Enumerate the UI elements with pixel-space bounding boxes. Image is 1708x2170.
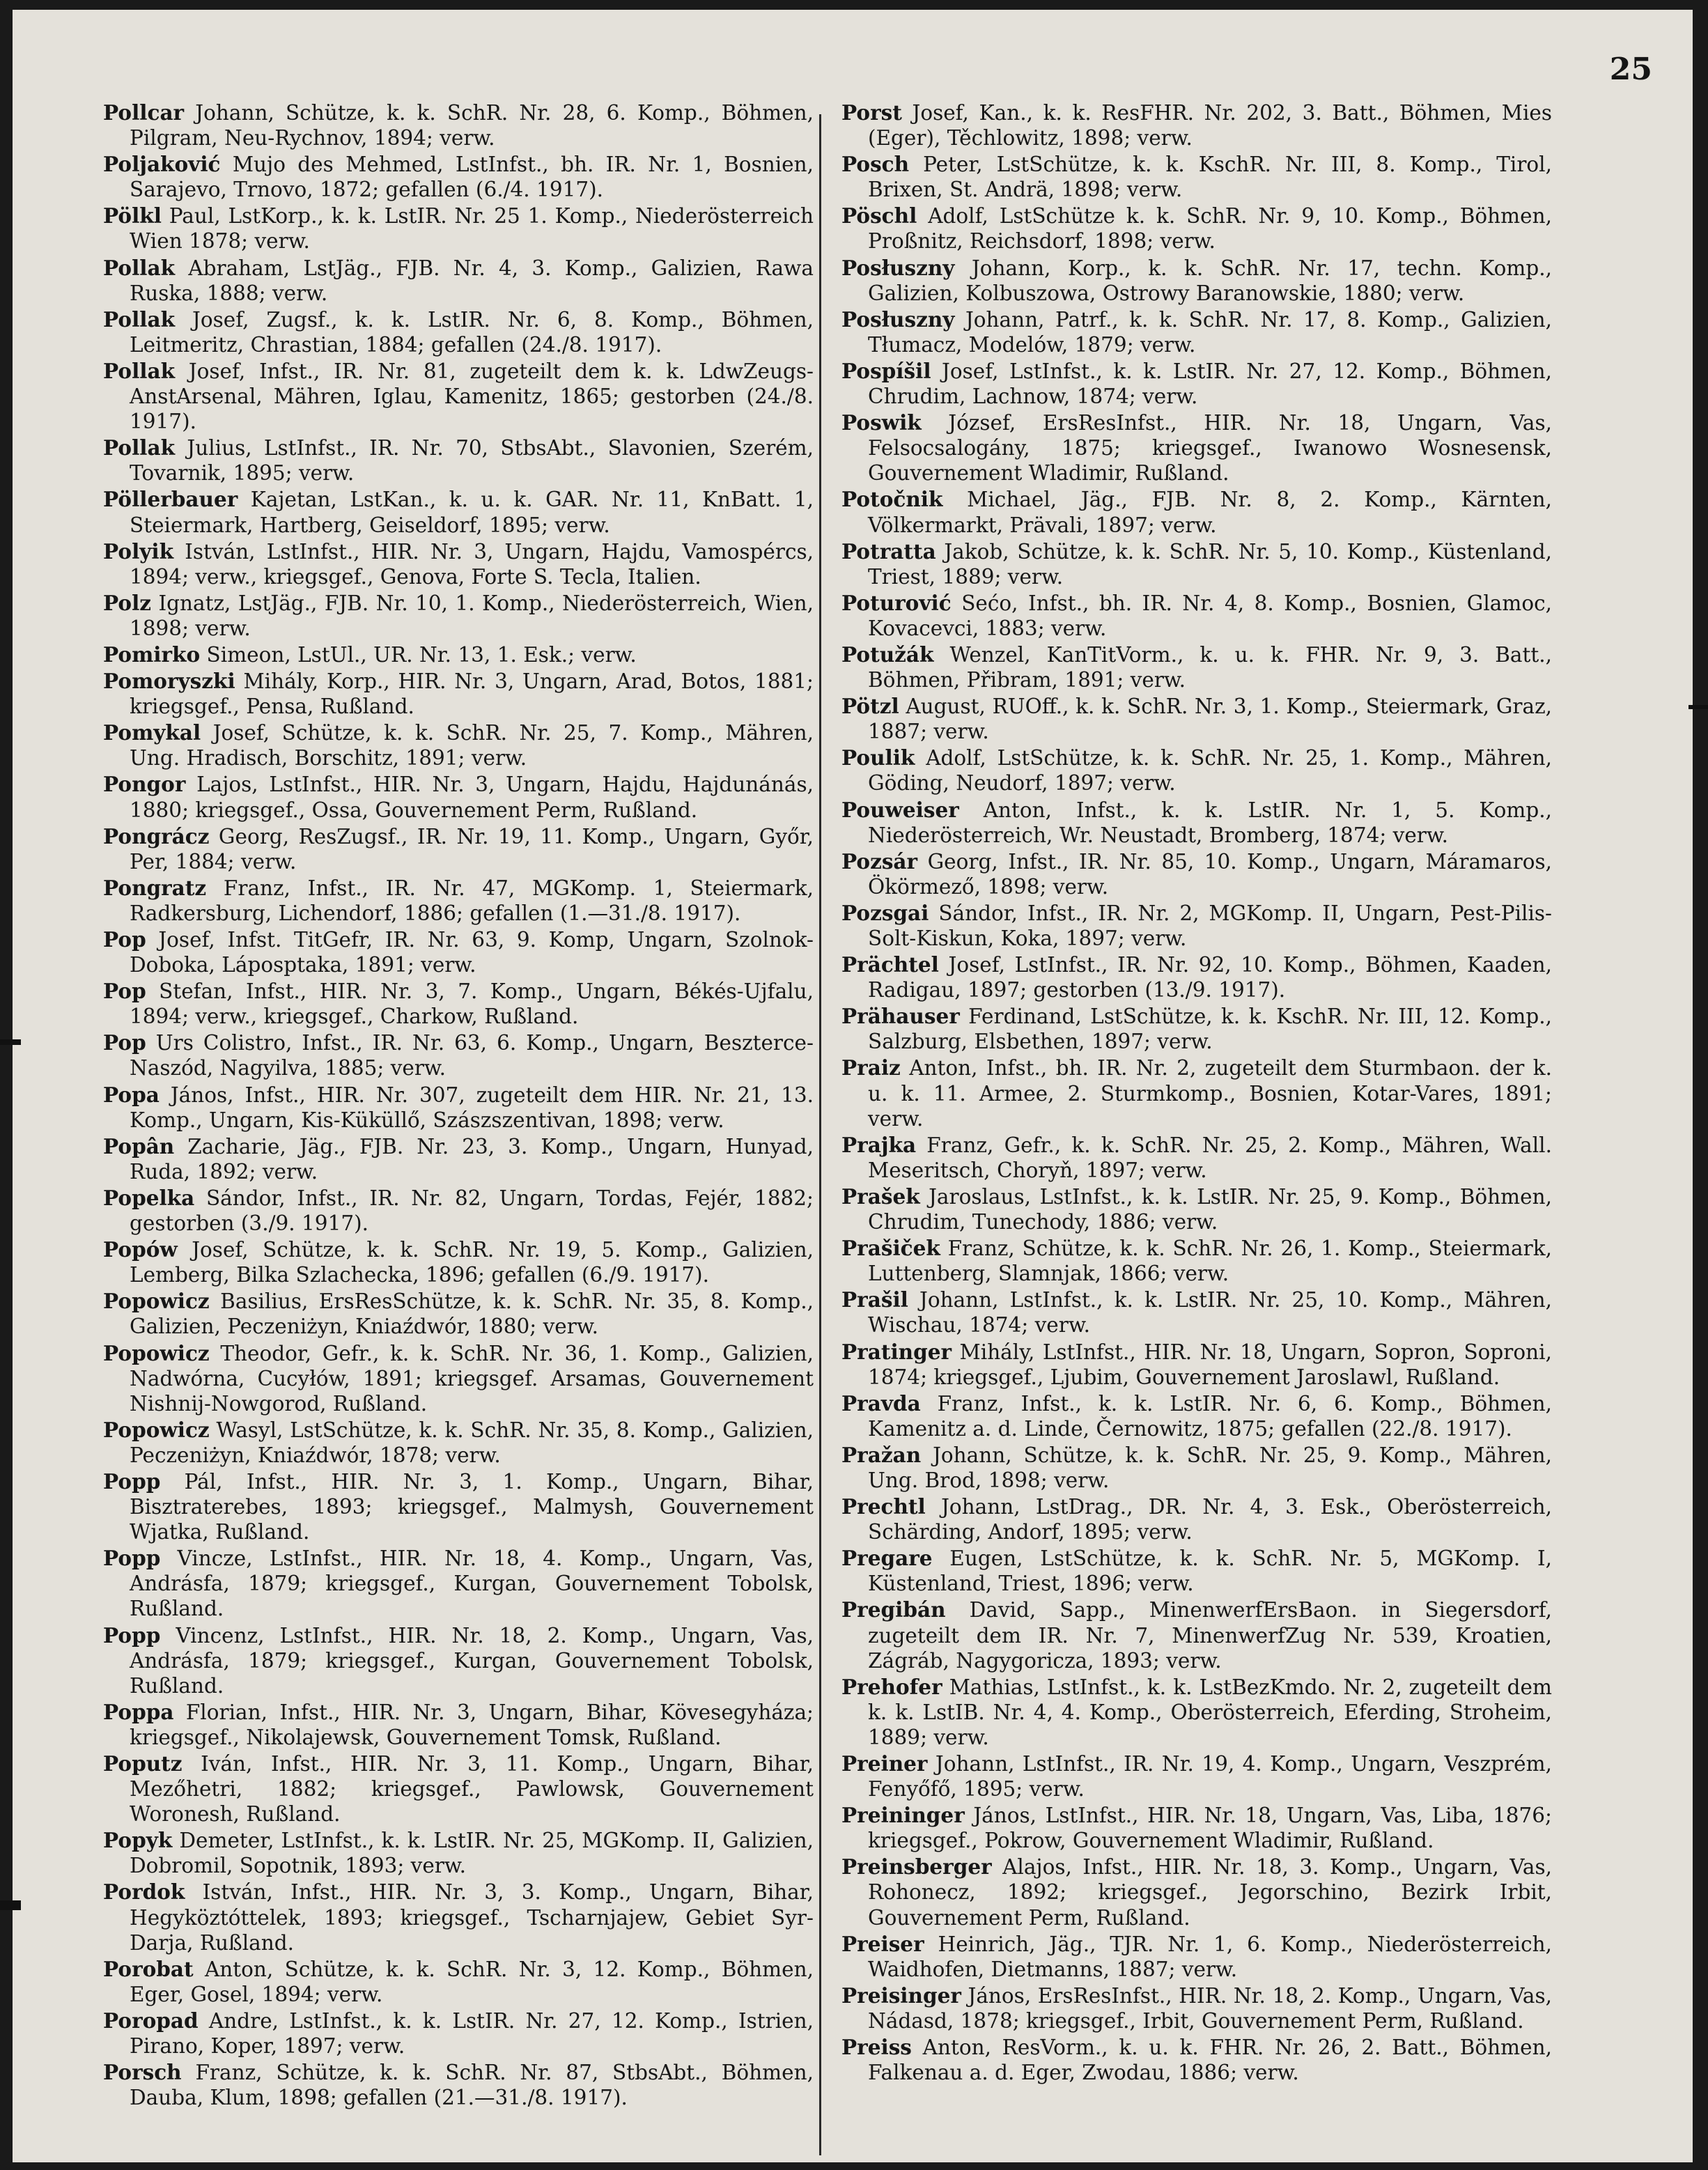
entry-details: Anton, ResVorm., k. u. k. FHR. Nr. 26, 2. Batt., Böhmen, Falkenau a. d. Eger, Zwodau, 1886; verw.: [868, 2036, 1552, 2085]
register-entry: [841, 359, 1552, 409]
entry-details: Johann, Korp., k. k. SchR. Nr. 17, techn. Komp., Galizien, Kolbuszowa, Ostrowy Baranowskie, 1880; verw.: [868, 256, 1552, 305]
entry-surname: Porsch: [103, 2060, 182, 2085]
register-entry: [103, 1469, 814, 1544]
entry-surname: Pražan: [841, 1442, 922, 1467]
entry-details: Julius, LstInfst., IR. Nr. 70, StbsAbt., Slavonien, Szerém, Tovarnik, 1895; verw.: [130, 436, 814, 486]
entry-details: Zacharie, Jäg., FJB. Nr. 23, 3. Komp., Ungarn, Hunyad, Ruda, 1892; verw.: [130, 1134, 814, 1184]
entry-surname: Pollak: [103, 358, 176, 383]
entry-surname: Poropad: [103, 2008, 199, 2033]
document-page: [13, 10, 1693, 2162]
register-entry: [841, 1236, 1552, 1286]
entry-details: Kajetan, LstKan., k. u. k. GAR. Nr. 11, KnBatt. 1, Steiermark, Hartberg, Geiseldorf, 1895; verw.: [130, 488, 814, 537]
entry-surname: Porst: [841, 100, 902, 125]
entry-surname: Prächtel: [841, 952, 939, 977]
register-entry: [841, 152, 1552, 202]
entry-surname: Prähauser: [841, 1004, 960, 1029]
entry-details: Vincenz, LstInfst., HIR. Nr. 18, 2. Komp., Ungarn, Vas, Andrásfa, 1879; kriegsgef., Kurgan, Gouvernement Tobolsk, Rußland.: [130, 1623, 814, 1698]
register-entry: [103, 203, 814, 254]
entry-surname: Popelka: [103, 1185, 195, 1210]
register-entry: [841, 487, 1552, 537]
register-entry: [841, 256, 1552, 306]
entry-surname: Popân: [103, 1133, 175, 1158]
entry-details: Johann, LstInfst., k. k. LstIR. Nr. 25, 10. Komp., Mähren, Wischau, 1874; verw.: [868, 1288, 1553, 1338]
right-column: [841, 100, 1552, 2086]
entry-surname: Prašil: [841, 1287, 908, 1312]
register-entry: [841, 849, 1552, 899]
register-entry: [103, 359, 814, 434]
entry-surname: Posłuszny: [841, 307, 955, 332]
entry-details: August, RUOff., k. k. SchR. Nr. 3, 1. Komp., Steiermark, Graz, 1887; verw.: [868, 695, 1552, 744]
entry-details: Lajos, LstInfst., HIR. Nr. 3, Ungarn, Hajdu, Hajdunánás, 1880; kriegsgef., Ossa, Gouvernement Perm, Rußland.: [130, 773, 814, 822]
entry-surname: Pollak: [103, 307, 176, 332]
entry-surname: Pregibán: [841, 1597, 946, 1622]
register-entry: [103, 152, 814, 202]
entry-surname: Preiss: [841, 2035, 912, 2060]
register-entry: [103, 876, 814, 926]
entry-details: Andre, LstInfst., k. k. LstIR. Nr. 27, 12. Komp., Istrien, Pirano, Koper, 1897; verw.: [130, 2008, 814, 2059]
entry-surname: Popowicz: [103, 1417, 210, 1442]
entry-surname: Preiner: [841, 1751, 928, 1776]
register-entry: [841, 745, 1552, 796]
register-entry: [103, 824, 814, 874]
entry-details: Johann, Patrf., k. k. SchR. Nr. 17, 8. Komp., Galizien, Tłumacz, Modelów, 1879; verw.: [868, 307, 1552, 357]
entry-surname: Polz: [103, 590, 152, 615]
entry-surname: Pozsgai: [841, 900, 929, 925]
entry-surname: Porobat: [103, 1956, 194, 1981]
entry-surname: Posch: [841, 152, 910, 177]
entry-surname: Potočnik: [841, 487, 943, 512]
entry-surname: Pomykal: [103, 720, 201, 745]
register-entry: [103, 1237, 814, 1287]
register-entry: [841, 100, 1552, 150]
register-entry: [103, 435, 814, 486]
entry-details: Anton, Infst., bh. IR. Nr. 2, zugeteilt dem Sturmbaon. der k. u. k. 11. Armee, 2. Sturmkomp., Bosnien, Kotar-Vares, 1891; verw.: [868, 1056, 1552, 1131]
entry-surname: Pravda: [841, 1390, 921, 1416]
entry-details: Georg, ResZugsf., IR. Nr. 19, 11. Komp., Ungarn, Győr, Per, 1884; verw.: [130, 824, 814, 874]
binding-mark: [0, 1900, 21, 1910]
entry-surname: Pop: [103, 927, 146, 952]
entry-surname: Popp: [103, 1468, 161, 1494]
entry-surname: Potužák: [841, 642, 934, 667]
entry-surname: Pomoryszki: [103, 669, 235, 694]
entry-details: Urs Colistro, Infst., IR. Nr. 63, 6. Komp., Ungarn, Beszterce-Naszód, Nagyilva, 1885; verw.: [130, 1031, 814, 1080]
entry-details: Heinrich, Jäg., TJR. Nr. 1, 6. Komp., Niederösterreich, Waidhofen, Dietmanns, 1887; verw.: [868, 1932, 1552, 1981]
entry-details: Jakob, Schütze, k. k. SchR. Nr. 5, 10. Komp., Küstenland, Triest, 1889; verw.: [868, 539, 1552, 589]
entry-details: Franz, Gefr., k. k. SchR. Nr. 25, 2. Komp., Mähren, Wall. Meseritsch, Choryň, 1897; verw.: [868, 1133, 1552, 1182]
register-entry: [103, 539, 814, 589]
register-entry: [841, 1340, 1552, 1390]
entry-surname: Potratta: [841, 538, 936, 564]
entry-details: Anton, Schütze, k. k. SchR. Nr. 3, 12. Komp., Böhmen, Eger, Gosel, 1894; verw.: [130, 1957, 814, 2006]
register-entry: [103, 1751, 814, 1827]
entry-details: Mujo des Mehmed, LstInfst., bh. IR. Nr. 1, Bosnien, Sarajevo, Trnovo, 1872; gefallen (6./4. 1917).: [130, 153, 814, 202]
entry-surname: Pollcar: [103, 100, 185, 125]
entry-surname: Popowicz: [103, 1340, 210, 1365]
entry-surname: Pöschl: [841, 203, 917, 228]
binding-mark: [1688, 705, 1708, 709]
entry-surname: Polyik: [103, 538, 174, 564]
register-entry: [841, 203, 1552, 254]
register-entry: [841, 1494, 1552, 1544]
entry-surname: Pospíšil: [841, 358, 931, 383]
page-number: 25: [1609, 52, 1652, 87]
entry-surname: Poswik: [841, 410, 922, 435]
register-entry: [841, 307, 1552, 357]
column-divider: [819, 114, 821, 2155]
entry-details: Mathias, LstInfst., k. k. LstBezKmdo. Nr. 2, zugeteilt dem k. k. LstIB. Nr. 4, 4. Komp., Oberösterreich, Eferding, Stroheim, 1889; verw.: [868, 1675, 1552, 1749]
entry-details: Stefan, Infst., HIR. Nr. 3, 7. Komp., Ungarn, Békés-Ujfalu, 1894; verw., kriegsgef., Charkow, Rußland.: [130, 979, 814, 1029]
entry-surname: Posłuszny: [841, 255, 955, 280]
entry-details: Vincze, LstInfst., HIR. Nr. 18, 4. Komp., Ungarn, Vas, Andrásfa, 1879; kriegsgef., Kurgan, Gouvernement Tobolsk, Rußland.: [130, 1547, 814, 1621]
register-entry: [841, 1004, 1552, 1054]
register-entry: [841, 1932, 1552, 1982]
register-entry: [103, 1083, 814, 1133]
register-entry: [103, 1289, 814, 1339]
entry-details: Abraham, LstJäg., FJB. Nr. 4, 3. Komp., Galizien, Rawa Ruska, 1888; verw.: [130, 256, 814, 305]
register-entry: [103, 669, 814, 719]
entry-details: Franz, Schütze, k. k. SchR. Nr. 26, 1. Komp., Steiermark, Luttenberg, Slamnjak, 1866; verw.: [868, 1237, 1552, 1286]
entry-surname: Pop: [103, 979, 146, 1004]
register-entry: [841, 1803, 1552, 1853]
register-entry: [103, 1418, 814, 1468]
binding-mark: [0, 1039, 21, 1045]
register-entry: [103, 1134, 814, 1184]
entry-surname: Popa: [103, 1082, 160, 1107]
entry-surname: Popów: [103, 1237, 178, 1262]
register-entry: [841, 1854, 1552, 1930]
register-entry: [103, 1030, 814, 1080]
register-entry: [841, 1675, 1552, 1750]
entry-surname: Pregare: [841, 1546, 933, 1571]
entry-details: Jaroslaus, LstInfst., k. k. LstIR. Nr. 25, 9. Komp., Böhmen, Chrudim, Tunechody, 1886; verw.: [868, 1184, 1552, 1234]
register-entry: [103, 772, 814, 822]
register-entry: [103, 591, 814, 641]
register-entry: [841, 798, 1552, 848]
entry-details: János, LstInfst., HIR. Nr. 18, Ungarn, Vas, Liba, 1876; kriegsgef., Pokrow, Gouvernement Wladimir, Rußland.: [868, 1804, 1552, 1853]
entry-details: Anton, Infst., k. k. LstIR. Nr. 1, 5. Komp., Niederösterreich, Wr. Neustadt, Bromberg, 1874; verw.: [868, 798, 1552, 847]
register-entry: [103, 100, 814, 150]
register-entry: [841, 1184, 1552, 1234]
register-entry: [841, 1751, 1552, 1801]
entry-surname: Poppa: [103, 1699, 174, 1724]
entry-surname: Pöllerbauer: [103, 487, 238, 512]
entry-details: Alajos, Infst., HIR. Nr. 18, 3. Komp., Ungarn, Vas, Rohonecz, 1892; kriegsgef., Jegorschino, Bezirk Irbit, Gouvernement Perm, Rußland.: [868, 1855, 1552, 1930]
register-entry: [103, 1341, 814, 1416]
entry-surname: Pölkl: [103, 203, 162, 228]
entry-surname: Popp: [103, 1622, 161, 1648]
entry-details: Josef, Zugsf., k. k. LstIR. Nr. 6, 8. Komp., Böhmen, Leitmeritz, Chrastian, 1884; gefallen (24./8. 1917).: [130, 307, 814, 357]
entry-details: Johann, Schütze, k. k. SchR. Nr. 25, 9. Komp., Mähren, Ung. Brod, 1898; verw.: [868, 1443, 1552, 1492]
register-entry: [841, 1055, 1552, 1131]
register-entry: [841, 1983, 1552, 2033]
entry-surname: Pollak: [103, 255, 176, 280]
entry-details: Josef, Schütze, k. k. SchR. Nr. 25, 7. Komp., Mähren, Ung. Hradisch, Borschitz, 1891; verw.: [130, 721, 814, 770]
entry-surname: Pop: [103, 1030, 146, 1055]
register-entry: [103, 1546, 814, 1621]
entry-details: Paul, LstKorp., k. k. LstIR. Nr. 25 1. Komp., Niederösterreich Wien 1878; verw.: [130, 204, 814, 254]
entry-details: Josef, Schütze, k. k. SchR. Nr. 19, 5. Komp., Galizien, Lemberg, Bilka Szlachecka, 1896; gefallen (6./9. 1917).: [130, 1238, 814, 1287]
entry-surname: Preinsberger: [841, 1854, 992, 1880]
entry-details: Theodor, Gefr., k. k. SchR. Nr. 36, 1. Komp., Galizien, Nadwórna, Cucyłów, 1891; kriegsgef. Arsamas, Gouvernement Nishnij-Nowgorod, Rußland.: [130, 1341, 814, 1416]
entry-details: Ferdinand, LstSchütze, k. k. KschR. Nr. III, 12. Komp., Salzburg, Elsbethen, 1897; verw.: [868, 1005, 1552, 1054]
entry-surname: Pongrácz: [103, 823, 210, 848]
register-entry: [841, 2035, 1552, 2085]
register-entry: [103, 1957, 814, 2007]
entry-surname: Poputz: [103, 1751, 183, 1776]
register-entry: [103, 979, 814, 1029]
register-entry: [103, 1828, 814, 1878]
entry-details: Mihály, Korp., HIR. Nr. 3, Ungarn, Arad, Botos, 1881; kriegsgef., Pensa, Rußland.: [130, 669, 814, 719]
entry-details: Iván, Infst., HIR. Nr. 3, 11. Komp., Ungarn, Bihar, Mezőhetri, 1882; kriegsgef., Pawlowsk, Gouvernement Woronesh, Rußland.: [130, 1752, 814, 1827]
entry-surname: Pötzl: [841, 694, 899, 719]
register-entry: [841, 1597, 1552, 1673]
register-entry: [103, 307, 814, 357]
entry-surname: Popowicz: [103, 1289, 210, 1314]
register-entry: [103, 256, 814, 306]
register-entry: [841, 1287, 1552, 1338]
entry-surname: Popyk: [103, 1828, 173, 1853]
entry-details: Sándor, Infst., IR. Nr. 82, Ungarn, Tordas, Fejér, 1882; gestorben (3./9. 1917).: [130, 1186, 814, 1236]
entry-details: Adolf, LstSchütze k. k. SchR. Nr. 9, 10. Komp., Böhmen, Proßnitz, Reichsdorf, 1898; verw.: [868, 204, 1552, 254]
entry-details: Wenzel, KanTitVorm., k. u. k. FHR. Nr. 9, 3. Batt., Böhmen, Přibram, 1891; verw.: [868, 642, 1552, 692]
register-entry: [841, 410, 1552, 486]
register-entry: [841, 1391, 1552, 1441]
entry-details: Pál, Infst., HIR. Nr. 3, 1. Komp., Ungarn, Bihar, Bisztraterebes, 1893; kriegsgef., Malmysh, Gouvernement Wjatka, Rußland.: [130, 1469, 814, 1544]
entry-surname: Preininger: [841, 1803, 965, 1828]
entry-surname: Pordok: [103, 1880, 185, 1905]
entry-details: Franz, Schütze, k. k. SchR. Nr. 87, StbsAbt., Böhmen, Dauba, Klum, 1898; gefallen (21.—31./8. 1917).: [130, 2061, 814, 2110]
entry-surname: Prechtl: [841, 1494, 926, 1519]
entry-details: Franz, Infst., k. k. LstIR. Nr. 6, 6. Komp., Böhmen, Kamenitz a. d. Linde, Černowitz, 1875; gefallen (22./8. 1917).: [868, 1391, 1552, 1441]
register-entry: [103, 2060, 814, 2110]
register-entry: [103, 1623, 814, 1698]
register-entry: [103, 720, 814, 770]
register-entry: [103, 927, 814, 977]
entry-details: Florian, Infst., HIR. Nr. 3, Ungarn, Bihar, Kövesegyháza; kriegsgef., Nikolajewsk, Gouvernement Tomsk, Rußland.: [130, 1700, 814, 1749]
entry-details: István, Infst., HIR. Nr. 3, 3. Komp., Ungarn, Bihar, Hegyköztóttelek, 1893; kriegsgef., Tscharnjajew, Gebiet Syr-Darja, Rußland.: [130, 1880, 814, 1955]
entry-surname: Poturović: [841, 590, 952, 615]
entry-surname: Prehofer: [841, 1674, 942, 1699]
register-entry: [841, 952, 1552, 1002]
entry-details: Demeter, LstInfst., k. k. LstIR. Nr. 25, MGKomp. II, Galizien, Dobromil, Sopotnik, 1893; verw.: [130, 1829, 814, 1878]
register-entry: [103, 1700, 814, 1750]
entry-details: Mihály, LstInfst., HIR. Nr. 18, Ungarn, Sopron, Soproni, 1874; kriegsgef., Ljubim, Gouvernement Jaroslawl, Rußland.: [868, 1340, 1552, 1389]
entry-surname: Preiser: [841, 1931, 924, 1956]
entry-details: Josef, LstInfst., IR. Nr. 92, 10. Komp., Böhmen, Kaaden, Radigau, 1897; gestorben (13./9. 1917).: [868, 953, 1552, 1002]
entry-surname: Pratinger: [841, 1339, 952, 1364]
entry-details: Sećo, Infst., bh. IR. Nr. 4, 8. Komp., Bosnien, Glamoc, Kovacevci, 1883; verw.: [868, 591, 1552, 640]
register-entry: [841, 642, 1552, 692]
entry-surname: Poljaković: [103, 152, 221, 177]
entry-details: Michael, Jäg., FJB. Nr. 8, 2. Komp., Kärnten, Völkermarkt, Prävali, 1897; verw.: [868, 488, 1552, 537]
entry-details: Peter, LstSchütze, k. k. KschR. Nr. III, 8. Komp., Tirol, Brixen, St. Andrä, 1898; verw.: [868, 153, 1552, 202]
entry-surname: Prašiček: [841, 1236, 940, 1261]
entry-details: Josef, Infst., IR. Nr. 81, zugeteilt dem k. k. LdwZeugs-AnstArsenal, Mähren, Iglau, Kamenitz, 1865; gestorben (24./8. 1917).: [130, 359, 814, 434]
entry-details: Wasyl, LstSchütze, k. k. SchR. Nr. 35, 8. Komp., Galizien, Peczeniżyn, Kniaźdwór, 1878; verw.: [130, 1418, 814, 1467]
register-entry: [103, 487, 814, 537]
entry-details: Johann, LstDrag., DR. Nr. 4, 3. Esk., Oberösterreich, Schärding, Andorf, 1895; verw.: [868, 1495, 1552, 1544]
entry-details: Johann, LstInfst., IR. Nr. 19, 4. Komp., Ungarn, Veszprém, Fenyőfő, 1895; verw.: [868, 1752, 1552, 1801]
entry-surname: Prajka: [841, 1132, 917, 1157]
entry-details: Georg, Infst., IR. Nr. 85, 10. Komp., Ungarn, Máramaros, Ökörmező, 1898; verw.: [868, 849, 1552, 899]
register-entry: [841, 539, 1552, 589]
entry-surname: Prašek: [841, 1184, 920, 1209]
entry-details: Josef, Infst. TitGefr, IR. Nr. 63, 9. Komp, Ungarn, Szolnok-Doboka, Láposptaka, 1891; verw.: [130, 928, 814, 977]
entry-details: János, ErsResInfst., HIR. Nr. 18, 2. Komp., Ungarn, Vas, Nádasd, 1878; kriegsgef., Irbit, Gouvernement Perm, Rußland.: [868, 1983, 1552, 2033]
entry-details: János, Infst., HIR. Nr. 307, zugeteilt dem HIR. Nr. 21, 13. Komp., Ungarn, Kis-Küküllő, Szászszentivan, 1898; verw.: [130, 1083, 814, 1132]
entry-details: József, ErsResInfst., HIR. Nr. 18, Ungarn, Vas, Felsocsalogány, 1875; kriegsgef., Iwanowo Wosnesensk, Gouvernement Wladimir, Rußland.: [868, 411, 1552, 486]
entry-surname: Pongratz: [103, 875, 207, 900]
entry-surname: Preisinger: [841, 1983, 961, 2008]
register-entry: [103, 2008, 814, 2059]
entry-details: Josef, LstInfst., k. k. LstIR. Nr. 27, 12. Komp., Böhmen, Chrudim, Lachnow, 1874; verw.: [868, 359, 1552, 409]
entry-surname: Pouweiser: [841, 797, 959, 822]
register-entry: [841, 1546, 1552, 1596]
register-entry: [103, 1186, 814, 1236]
entry-surname: Popp: [103, 1546, 161, 1571]
entry-details: Adolf, LstSchütze, k. k. SchR. Nr. 25, 1. Komp., Mähren, Göding, Neudorf, 1897; verw.: [868, 746, 1552, 796]
entry-details: Franz, Infst., IR. Nr. 47, MGKomp. 1, Steiermark, Radkersburg, Lichendorf, 1886; gefallen (1.—31./8. 1917).: [130, 876, 814, 925]
entry-surname: Pomirko: [103, 642, 201, 667]
register-entry: [103, 642, 814, 667]
register-entry: [103, 1880, 814, 1955]
entry-surname: Pollak: [103, 435, 176, 460]
entry-surname: Poulik: [841, 745, 915, 770]
register-entry: [841, 901, 1552, 951]
entry-details: Josef, Kan., k. k. ResFHR. Nr. 202, 3. Batt., Böhmen, Mies (Eger), Těchlowitz, 1898; verw.: [868, 101, 1552, 150]
entry-surname: Pozsár: [841, 848, 918, 874]
entry-surname: Pongor: [103, 772, 186, 797]
entry-details: David, Sapp., MinenwerfErsBaon. in Siegersdorf, zugeteilt dem IR. Nr. 7, MinenwerfZug Nr. 539, Kroatien, Zágráb, Nagygoricza, 1893; verw.: [868, 1598, 1552, 1673]
entry-details: Simeon, LstUl., UR. Nr. 13, 1. Esk.; verw.: [206, 642, 637, 667]
entry-details: Sándor, Infst., IR. Nr. 2, MGKomp. II, Ungarn, Pest-Pilis-Solt-Kiskun, Koka, 1897; verw.: [868, 901, 1552, 950]
entry-surname: Praiz: [841, 1055, 901, 1080]
entry-details: István, LstInfst., HIR. Nr. 3, Ungarn, Hajdu, Vamospércs, 1894; verw., kriegsgef., Genova, Forte S. Tecla, Italien.: [130, 539, 814, 589]
register-entry: [841, 694, 1552, 744]
entry-details: Basilius, ErsResSchütze, k. k. SchR. Nr. 35, 8. Komp., Galizien, Peczeniżyn, Kniaźdwór, 1880; verw.: [130, 1289, 814, 1339]
register-entry: [841, 591, 1552, 641]
register-entry: [841, 1443, 1552, 1493]
entry-details: Ignatz, LstJäg., FJB. Nr. 10, 1. Komp., Niederösterreich, Wien, 1898; verw.: [130, 591, 814, 640]
left-column: [103, 100, 814, 2111]
entry-details: Eugen, LstSchütze, k. k. SchR. Nr. 5, MGKomp. I, Küstenland, Triest, 1896; verw.: [868, 1547, 1552, 1596]
register-entry: [841, 1133, 1552, 1183]
entry-details: Johann, Schütze, k. k. SchR. Nr. 28, 6. Komp., Böhmen, Pilgram, Neu-Rychnov, 1894; verw.: [130, 101, 814, 150]
